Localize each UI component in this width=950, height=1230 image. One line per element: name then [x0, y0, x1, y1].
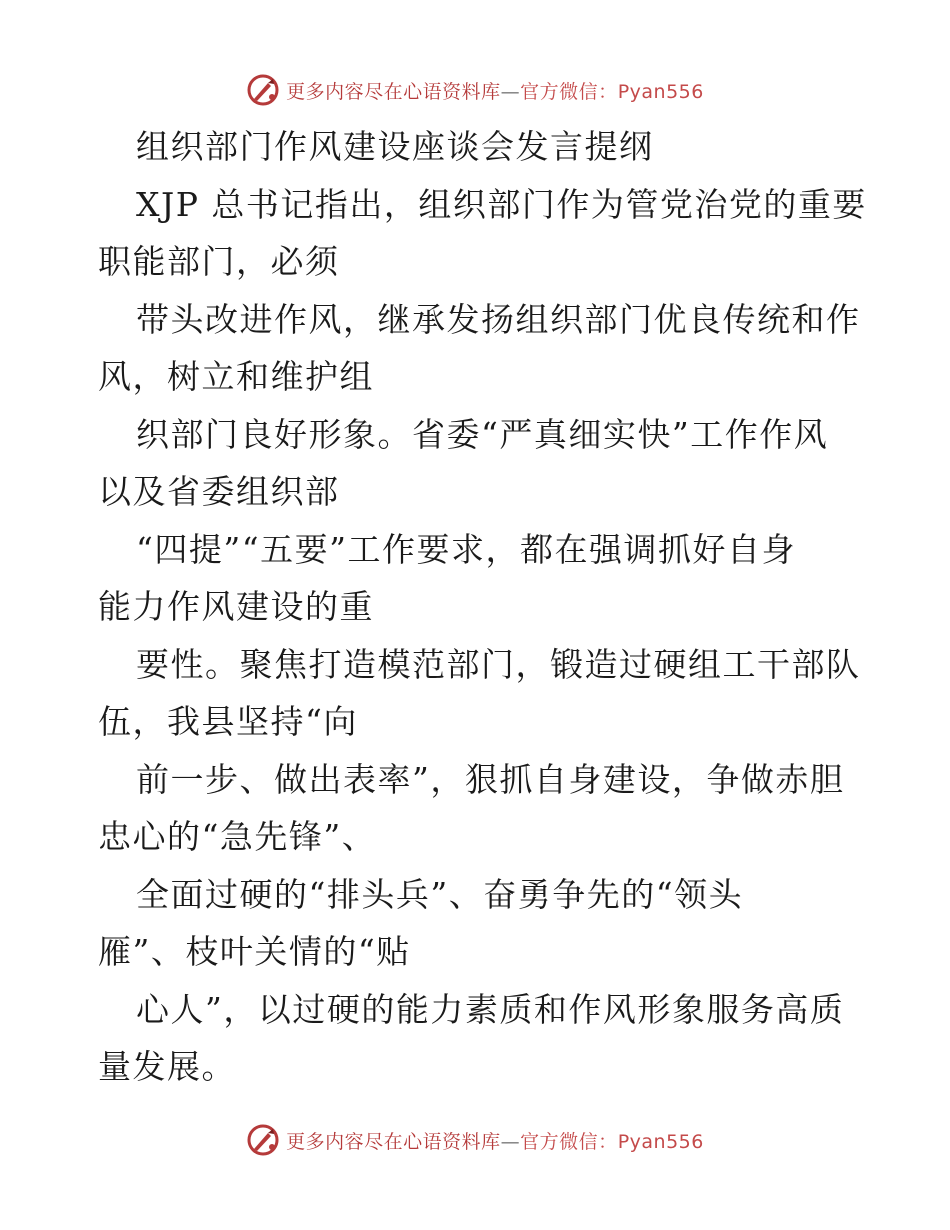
header-banner	[0, 70, 950, 110]
pen-logo-icon	[246, 1123, 280, 1157]
paragraph-line: 量发展。	[98, 1047, 236, 1086]
paragraph-line: 雁”、枝叶关情的“贴	[98, 932, 411, 971]
paragraph-line: 以及省委组织部	[98, 472, 340, 511]
paragraph-line: 要性。聚焦打造模范部门，锻造过硬组工干部队	[136, 644, 861, 684]
paragraph-line: 风，树立和维护组	[98, 357, 374, 396]
paragraph-line: 职能部门，必须	[98, 242, 340, 281]
paragraph-line: 织部门良好形象。省委“严真细实快”工作作风	[136, 414, 829, 454]
paragraph-line: “四提”“五要”工作要求，都在强调抓好自身	[136, 529, 796, 569]
document-title: 组织部门作风建设座谈会发言提纲	[136, 127, 654, 166]
footer-banner-wechat-label: 官方微信：	[520, 1130, 618, 1153]
header-banner-wechat-id: Pyan556	[617, 80, 704, 103]
paragraph-line: 带头改进作风，继承发扬组织部门优良传统和作	[136, 299, 861, 339]
header-banner-main: 更多内容尽在心语资料库	[286, 80, 501, 103]
footer-banner	[0, 1120, 950, 1160]
pen-logo-icon	[246, 73, 280, 107]
footer-banner-main: 更多内容尽在心语资料库	[286, 1130, 501, 1153]
header-banner-wechat-label: 官方微信：	[520, 80, 618, 103]
footer-banner-wechat-id: Pyan556	[617, 1130, 704, 1153]
paragraph-line: 伍，我县坚持“向	[98, 702, 358, 741]
footer-banner-text	[286, 1127, 704, 1154]
paragraph-line: 忠心的“急先锋”、	[98, 817, 377, 856]
paragraph-line: 心人”，以过硬的能力素质和作风形象服务高质	[136, 989, 845, 1029]
paragraph-line: XJP 总书记指出，组织部门作为管党治党的重要	[136, 184, 867, 224]
document-body	[98, 118, 867, 1096]
paragraph-line: 能力作风建设的重	[98, 587, 374, 626]
paragraph-line: 全面过硬的“排头兵”、奋勇争先的“领头	[136, 874, 744, 914]
header-banner-separator: —	[500, 80, 521, 103]
header-banner-text	[286, 77, 704, 104]
footer-banner-separator: —	[500, 1130, 521, 1153]
paragraph-line: 前一步、做出表率”，狠抓自身建设，争做赤胆	[136, 759, 845, 799]
